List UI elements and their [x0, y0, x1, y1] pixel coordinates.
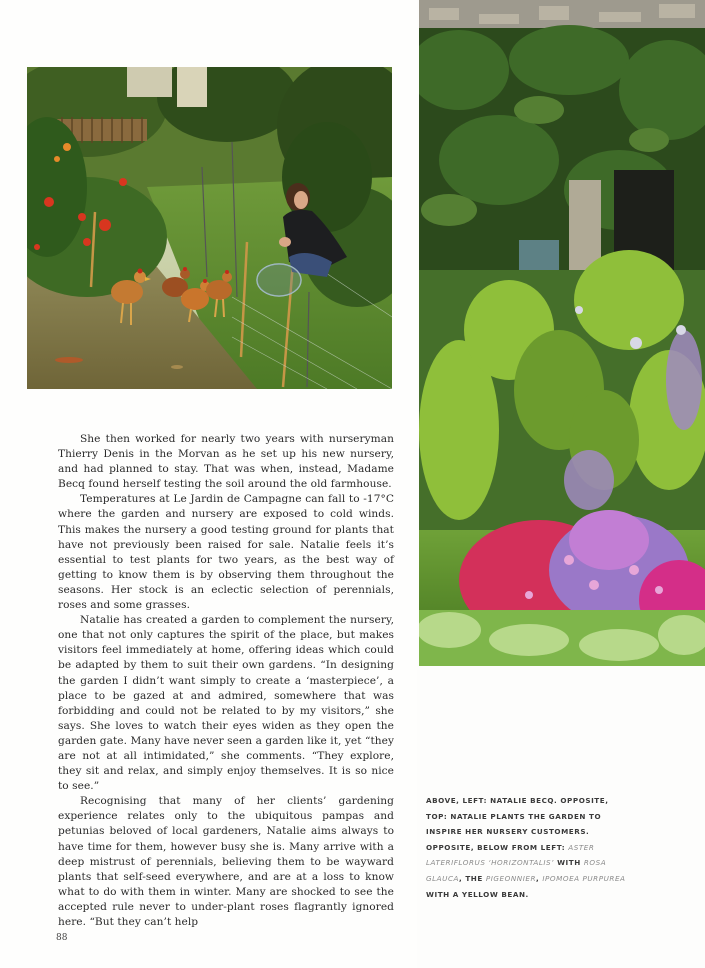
caption-plant-name: IPOMOEA PURPUREA	[542, 873, 626, 883]
paragraph: Temperatures at Le Jardin de Campagne can fall to -17°C where the garden and nursery are exposed to cold winds. This makes the nursery a good testing ground for plants that have not previously been raised for sale. Natalie feels it’s essential to test plants for two years, as the best way of getting to know them is by observing them throughout the seasons. Her stock is an eclectic selection of perennials, roses and some grasses.	[58, 493, 394, 612]
page-number: 88	[56, 933, 68, 943]
caption-text: , THE	[459, 873, 486, 883]
caption-text: WITH	[554, 858, 584, 868]
caption-text: ,	[536, 873, 543, 883]
photo-caption	[426, 793, 626, 902]
paragraph: Recognising that many of her clients’ gardening experience relates only to the ubiquitous pampas and petunias beloved of local gardeners, Natalie aims always to have time for them, however busy she is. Many arrive with a deep mistrust of perennials, believing them to be wayward plants that self-seed everywhere, and are at a loss to know what to do with them in winter. Many are shocked to see the accepted rule never to under-plant roses flagrantly ignored here. “But they can’t help	[58, 795, 394, 928]
caption-text: WITH A YELLOW BEAN.	[426, 889, 529, 899]
photo-garden-wall-and-borders	[419, 0, 705, 666]
caption-plant-name: ASTER LATERIFLORUS ‘HORIZONTALIS’	[426, 842, 595, 868]
caption-plant-name: ROSA GLAUCA	[426, 858, 607, 883]
caption-text: ABOVE, LEFT: NATALIE BECQ. OPPOSITE, TOP: NATALIE PLANTS THE GARDEN TO INSPIRE HER NURSERY CUSTOMERS. OPPOSITE, BELOW FROM LEFT:	[426, 796, 609, 852]
photo-natalie-with-chickens	[27, 67, 392, 389]
paragraph: Natalie has created a garden to complement the nursery, one that not only captures the spirit of the place, but makes visitors feel immediately at home, offering ideas which could be adapted by them to suit their own gardens. “In designing the garden I didn’t want simply to create a ‘masterpiece’, a place to be gazed at and admired, somewhere that was forbidding and could not be related to by my visitors,” she says. She loves to watch their eyes widen as they open the garden gate. Many have never seen a garden like it, yet “they are not at all intimidated,” she comments. “They explore, they sit and relax, and simply enjoy themselves. It is so nice to see.”	[58, 614, 394, 793]
caption-term: PIGEONNIER	[485, 873, 537, 883]
article-body	[58, 432, 394, 930]
paragraph: She then worked for nearly two years with nurseryman Thierry Denis in the Morvan as he set up his new nursery, and had planned to stay. That was when, instead, Madame Becq found herself testing the soil around the old farmhouse.	[58, 433, 394, 491]
